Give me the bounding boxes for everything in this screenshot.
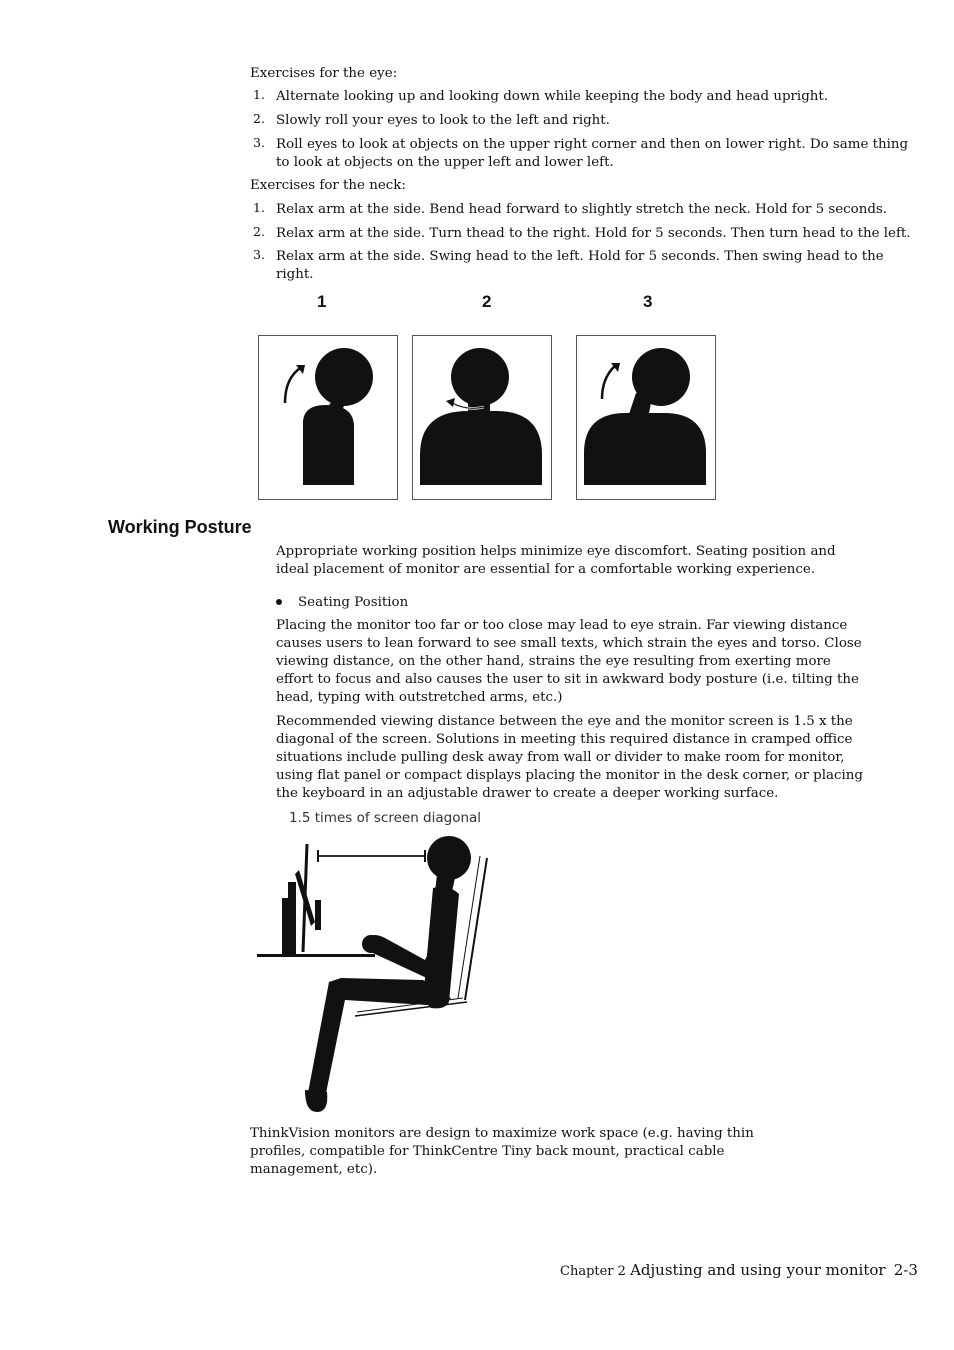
neck-item-2-number: 2. — [253, 224, 265, 239]
neck-item-3-line2: right. — [276, 267, 314, 282]
bullet-seating-position: Seating Position — [298, 595, 409, 610]
figure-label-1: 1 — [317, 292, 327, 311]
viewing-distance-label: 1.5 times of screen diagonal — [289, 810, 482, 826]
eye-exercises-title: Exercises for the eye: — [250, 66, 398, 81]
footer-page-number: 2-3 — [893, 1261, 918, 1279]
section-heading-working-posture: Working Posture — [108, 517, 252, 537]
page-footer — [560, 1261, 918, 1279]
eye-item-2-number: 2. — [253, 111, 265, 126]
figure-label-2: 2 — [482, 292, 492, 311]
figure-label-3: 3 — [643, 292, 653, 311]
eye-item-2-text: Slowly roll your eyes to look to the left and right. — [276, 113, 610, 128]
neck-item-2-text: Relax arm at the side. Turn thead to the right. Hold for 5 seconds. Then turn head to the left. — [276, 226, 911, 241]
seating-paragraph-1: Placing the monitor too far or too close may lead to eye strain. Far viewing distance causes users to lean forward to see small texts, which strain the eyes and torso. Close viewing distance, on the other hand, strains the eye resulting from exerting more effort to focus and also causes the user to sit in awkward body posture (i.e. tilting the head, typing with outstretched arms, etc.) — [276, 618, 862, 705]
closing-paragraph: ThinkVision monitors are design to maximize work space (e.g. having thin profiles, compatible for ThinkCentre Tiny back mount, practical cable management, etc). — [250, 1126, 754, 1177]
bullet-dot — [276, 599, 282, 605]
eye-item-3-line1: Roll eyes to look at objects on the upper right corner and then on lower right. Do same thing — [276, 137, 909, 152]
footer-chapter: Chapter 2 — [560, 1264, 626, 1279]
eye-item-1-text: Alternate looking up and looking down while keeping the body and head upright. — [276, 89, 829, 104]
neck-item-1-number: 1. — [253, 200, 265, 215]
neck-exercise-illustration-1 — [258, 335, 398, 501]
neck-exercise-illustration-3 — [576, 335, 716, 501]
neck-exercise-illustration-2 — [412, 335, 552, 501]
neck-item-1-text: Relax arm at the side. Bend head forward to slightly stretch the neck. Hold for 5 seconds. — [276, 202, 888, 217]
seating-paragraph-2: Recommended viewing distance between the eye and the monitor screen is 1.5 x the diagonal of the screen. Solutions in meeting this required distance in cramped office situations include pulling desk away from wall or divider to make room for monitor, using flat panel or compact displays placing the monitor in the desk corner, or placing the keyboard in an adjustable drawer to create a deeper working surface. — [276, 714, 863, 801]
eye-item-3-line2: to look at objects on the upper left and lower left. — [276, 155, 614, 170]
neck-item-3-number: 3. — [253, 247, 265, 262]
seated-posture-diagram — [255, 830, 495, 1120]
neck-exercises-title: Exercises for the neck: — [250, 178, 406, 193]
eye-item-1-number: 1. — [253, 87, 265, 102]
posture-intro-paragraph: Appropriate working position helps minimize eye discomfort. Seating position and ideal placement of monitor are essential for a comfortable working experience. — [276, 544, 836, 577]
footer-chapter-title: Adjusting and using your monitor — [630, 1261, 886, 1279]
eye-item-3-number: 3. — [253, 135, 265, 150]
neck-item-3-line1: Relax arm at the side. Swing head to the left. Hold for 5 seconds. Then swing head to the — [276, 249, 884, 264]
